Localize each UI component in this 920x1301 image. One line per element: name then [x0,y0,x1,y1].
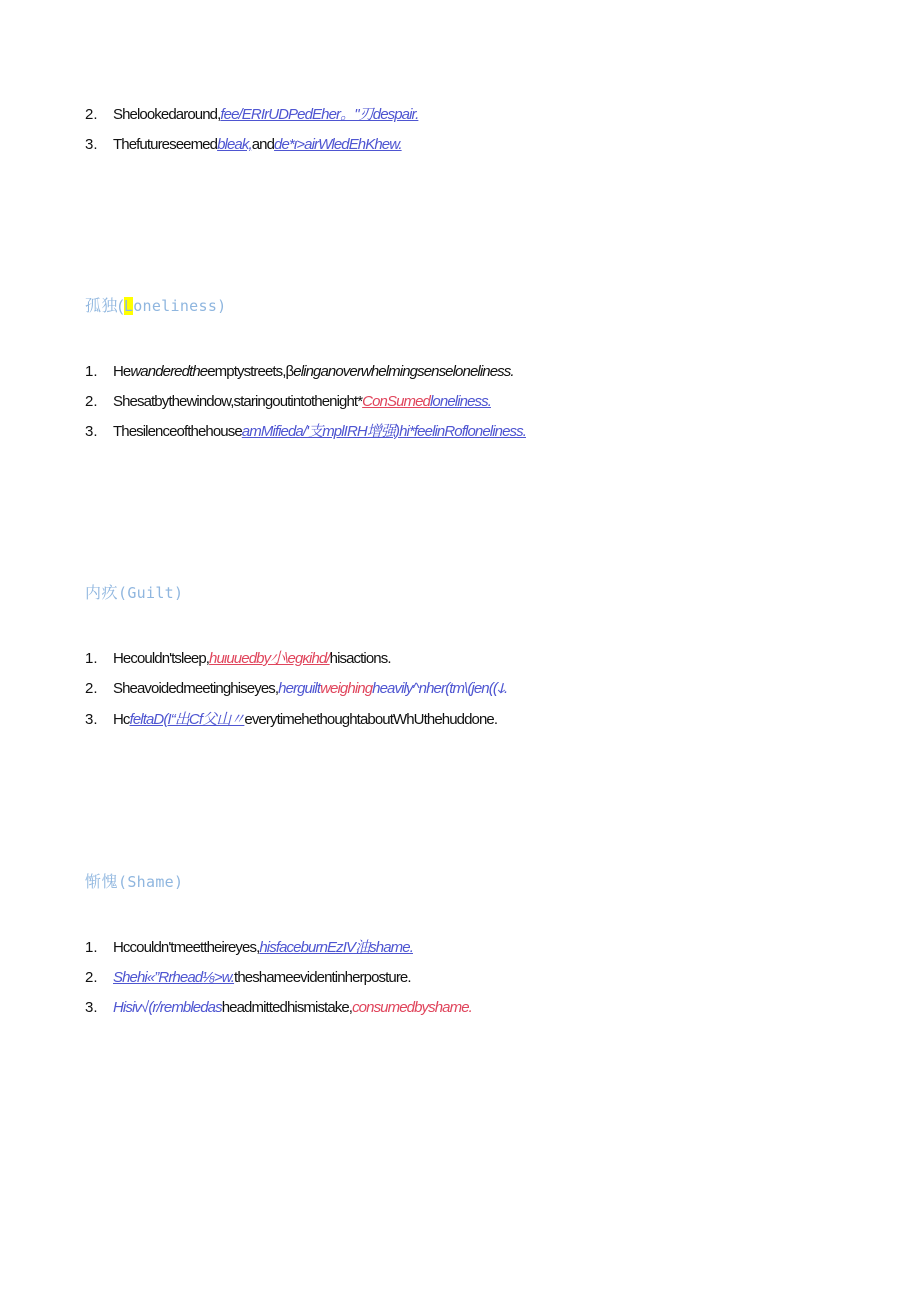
item-number: 3. [85,711,98,728]
item-number: 1. [85,650,98,667]
sentence-print: Thefutureseemed [113,136,218,153]
sentence-print: He [113,363,131,380]
heading-english: (Guilt) [118,584,184,602]
list-item-despair-2 [85,105,418,125]
handwritten-annotation: hisfaceburnEzIV油shame. [259,939,413,956]
item-number: 2. [85,680,98,697]
handwritten-annotation: Hisiv√(r/rembledas [113,999,222,1016]
handwritten-annotation: bleak, [217,136,252,153]
sentence-print: theshameevidentinherposture. [234,969,411,986]
handwritten-annotation-red: consumedbyshame. [352,999,472,1016]
list-item-loneliness-2 [85,392,491,412]
list-item-guilt-1 [85,649,391,669]
item-number: 2. [85,969,98,986]
heading-chinese: 孤独( [85,298,124,315]
item-number: 2. [85,106,98,123]
sentence-italic: elinganoverwhelmingsenseloneliness. [293,363,514,380]
section-heading-shame [85,871,183,893]
section-heading-loneliness [85,295,227,317]
heading-english: oneliness) [133,297,227,315]
handwritten-annotation: de*ι>airWledEhKhew. [274,136,402,153]
sentence-print: emptystreets,β [207,363,294,380]
handwritten-annotation: Shehi«”Rrhead⅛>w. [113,969,235,986]
heading-chinese: 惭愧 [85,874,119,891]
list-item-loneliness-1 [85,362,514,382]
sentence-print: Shelookedaround, [113,106,221,123]
list-item-despair-3 [85,135,402,155]
item-number: 3. [85,999,98,1016]
sentence-print: Hecouldn'tsleep, [113,650,210,667]
handwritten-annotation-red: weighing [320,680,373,697]
handwritten-annotation: feltaD(I“出Cf父山〃 [129,711,245,728]
handwritten-annotation: fee/ERIrUDPedEher。"刃despair. [220,106,419,123]
sentence-print: Hccouldn'tmeettheireyes, [113,939,260,956]
list-item-loneliness-3 [85,422,526,442]
sentence-print: Thesilenceofthehouse [113,423,242,440]
sentence-print: headmittedhismistake, [221,999,353,1016]
sentence-print: hisactions. [329,650,391,667]
item-number: 3. [85,423,98,440]
highlighted-letter: L [123,297,134,315]
sentence-print: Hc [113,711,130,728]
item-number: 1. [85,363,98,380]
list-item-guilt-3 [85,710,497,730]
sentence-print: Shesatbythewindow,staringoutintothenight* [113,393,363,410]
heading-english: (Shame) [118,873,184,891]
sentence-italic: wanderedthe [130,363,208,380]
sentence-print: everytimehethoughtaboutWhUthehuddone. [244,711,498,728]
sentence-print: and [251,136,275,153]
handwritten-annotation: herguilt [278,680,321,697]
section-heading-guilt [85,582,183,604]
handwritten-annotation: heavily^nher(tm\(jen((ↆ. [372,680,508,697]
sentence-print: Sheavoidedmeetinghiseyes, [113,680,279,697]
handwritten-annotation-red: ConSumed [362,393,430,410]
list-item-shame-1 [85,938,413,958]
list-item-shame-2 [85,968,411,988]
item-number: 3. [85,136,98,153]
list-item-shame-3 [85,998,472,1018]
handwritten-annotation: loneliness. [430,393,491,410]
item-number: 2. [85,393,98,410]
item-number: 1. [85,939,98,956]
heading-chinese: 内疚 [85,585,119,602]
handwritten-annotation: amMifieda/'支mplIRH增强)hi*feelinRofloneliness. [241,423,526,440]
list-item-guilt-2 [85,679,507,699]
handwritten-annotation-red: huιuuedby小\egκihd/ [209,650,330,667]
